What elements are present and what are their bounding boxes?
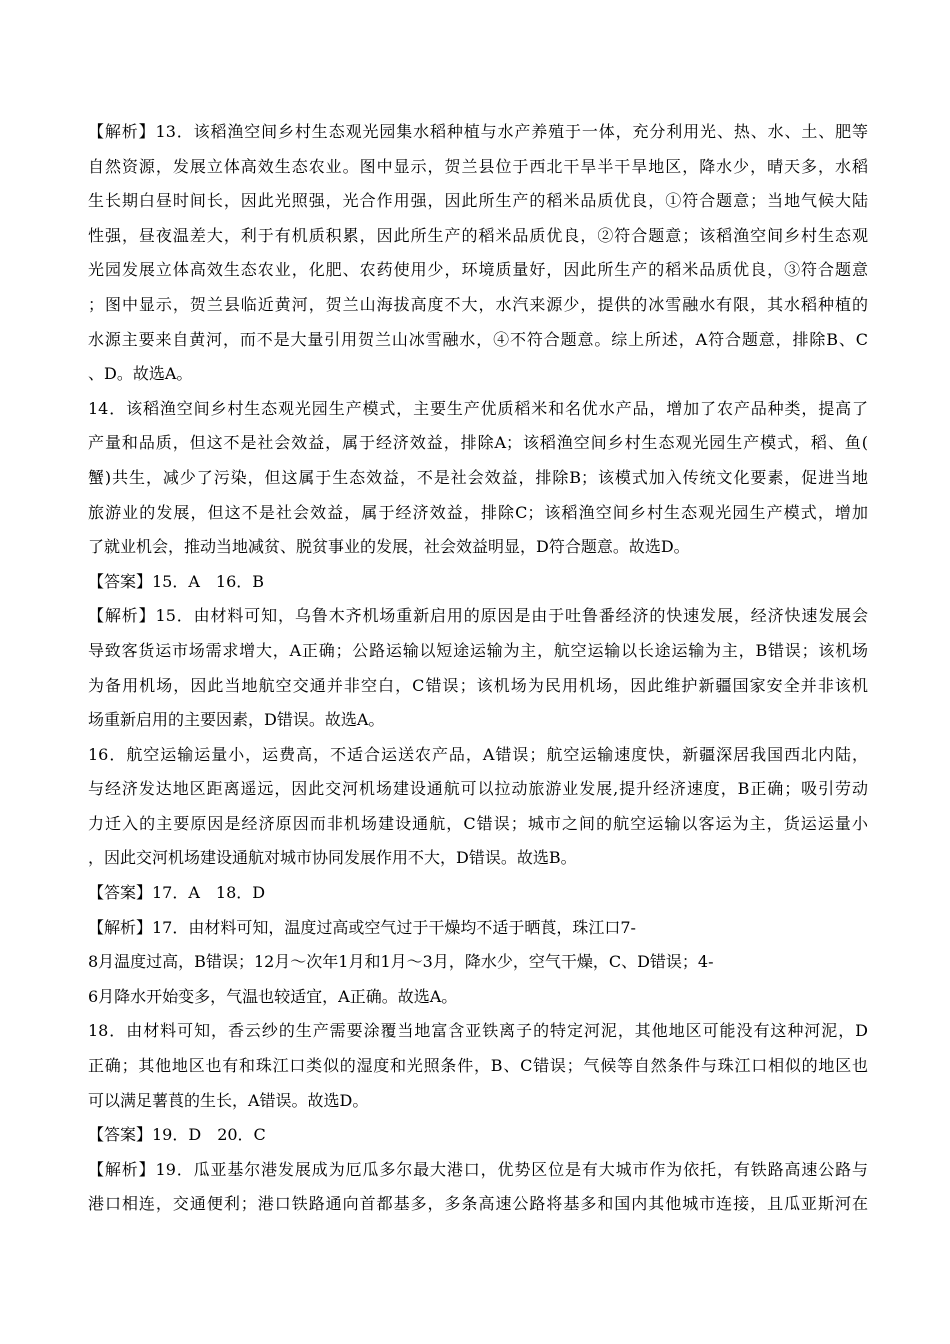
text-line: ；图中显示，贺兰县临近黄河，贺兰山海拔高度不大，水汽来源少，提供的冰雪融水有限，其水稻种植的: [88, 294, 868, 314]
text-line: 导致客货运市场需求增大，A正确；公路运输以短途运输为主，航空运输以长途运输为主，B错误；该机场: [88, 640, 868, 660]
text-line: 【答案】19．D 20．C: [88, 1125, 266, 1145]
text-line: ，因此交河机场建设通航对城市协同发展作用不大，D错误。故选B。: [88, 848, 577, 868]
text-line: 16．航空运输运量小，运费高，不适合运送农产品，A错误；航空运输速度快，新疆深居我国西北内陆，: [88, 744, 868, 764]
text-line: 旅游业的发展，但这不是社会效益，属于经济效益，排除C；该稻渔空间乡村生态观光园生产模式，增加: [88, 502, 868, 522]
text-line: 14．该稻渔空间乡村生态观光园生产模式，主要生产优质稻米和名优水产品，增加了农产品种类，提高了: [88, 398, 868, 418]
document-body: [88, 115, 868, 1222]
text-line: 【解析】19．瓜亚基尔港发展成为厄瓜多尔最大港口，优势区位是有大城市作为依托，有铁路高速公路与: [88, 1159, 868, 1179]
text-line: 可以满足薯莨的生长，A错误。故选D。: [88, 1090, 369, 1110]
text-line: 【解析】13．该稻渔空间乡村生态观光园集水稻种植与水产养殖于一体，充分利用光、热、水、土、肥等: [88, 122, 868, 141]
text-line: 生长期白昼时间长，因此光照强，光合作用强，因此所生产的稻米品质优良，①符合题意；当地气候大陆: [88, 191, 868, 211]
text-line: 自然资源，发展立体高效生态农业。图中显示，贺兰县位于西北干旱半干旱地区，降水少，晴天多，水稻: [88, 156, 868, 176]
text-line: 、D。故选A。: [88, 364, 193, 384]
text-line: 18．由材料可知，香云纱的生产需要涂覆当地富含亚铁离子的特定河泥，其他地区可能没有这种河泥，D: [88, 1021, 868, 1041]
text-line: 【答案】17．A 18．D: [88, 883, 266, 903]
text-line: 光园发展立体高效生态农业，化肥、农药使用少，环境质量好，因此所生产的稻米品质优良，③符合题意: [88, 260, 868, 280]
text-line: 港口相连，交通便利；港口铁路通向首都基多，多条高速公路将基多和国内其他城市连接，且瓜亚斯河在: [88, 1194, 868, 1214]
text-line: 正确；其他地区也有和珠江口类似的湿度和光照条件，B、C错误；气候等自然条件与珠江口相似的地区也: [88, 1056, 868, 1076]
text-line: 水源主要来自黄河，而不是大量引用贺兰山冰雪融水，④不符合题意。综上所述，A符合题意，排除B、C: [88, 329, 868, 349]
text-line: 【解析】17．由材料可知，温度过高或空气过于干燥均不适于晒莨，珠江口7-: [88, 917, 636, 937]
text-line: 场重新启用的主要因素，D错误。故选A。: [88, 710, 385, 730]
text-line: 与经济发达地区距离遥远，因此交河机场建设通航可以拉动旅游业发展,提升经济速度，B正确；吸引劳动: [88, 779, 868, 799]
text-line: 8月温度过高，B错误；12月～次年1月和1月～3月，降水少，空气干燥，C、D错误；4-: [88, 952, 714, 972]
text-line: 蟹)共生，减少了污染，但这属于生态效益，不是社会效益，排除B；该模式加入传统文化要素，促进当地: [88, 467, 868, 487]
text-line: 6月降水开始变多，气温也较适宜，A正确。故选A。: [88, 986, 458, 1006]
text-line: 性强，昼夜温差大，利于有机质积累，因此所生产的稻米品质优良，②符合题意；该稻渔空间乡村生态观: [88, 225, 868, 245]
text-line: 【答案】15．A 16．B: [88, 571, 265, 591]
text-line: 了就业机会，推动当地减贫、脱贫事业的发展，社会效益明显，D符合题意。故选D。: [88, 537, 690, 557]
text-line: 力迁入的主要原因是经济原因而非机场建设通航，C错误；城市之间的航空运输以客运为主，货运运量小: [88, 813, 868, 833]
text-line: 【解析】15．由材料可知，乌鲁木齐机场重新启用的原因是由于吐鲁番经济的快速发展，经济快速发展会: [88, 606, 868, 626]
text-line: 产量和品质，但这不是社会效益，属于经济效益，排除A；该稻渔空间乡村生态观光园生产模式，稻、鱼(: [88, 433, 868, 453]
text-line: 为备用机场，因此当地航空交通并非空白，C错误；该机场为民用机场，因此维护新疆国家安全并非该机: [88, 675, 868, 695]
